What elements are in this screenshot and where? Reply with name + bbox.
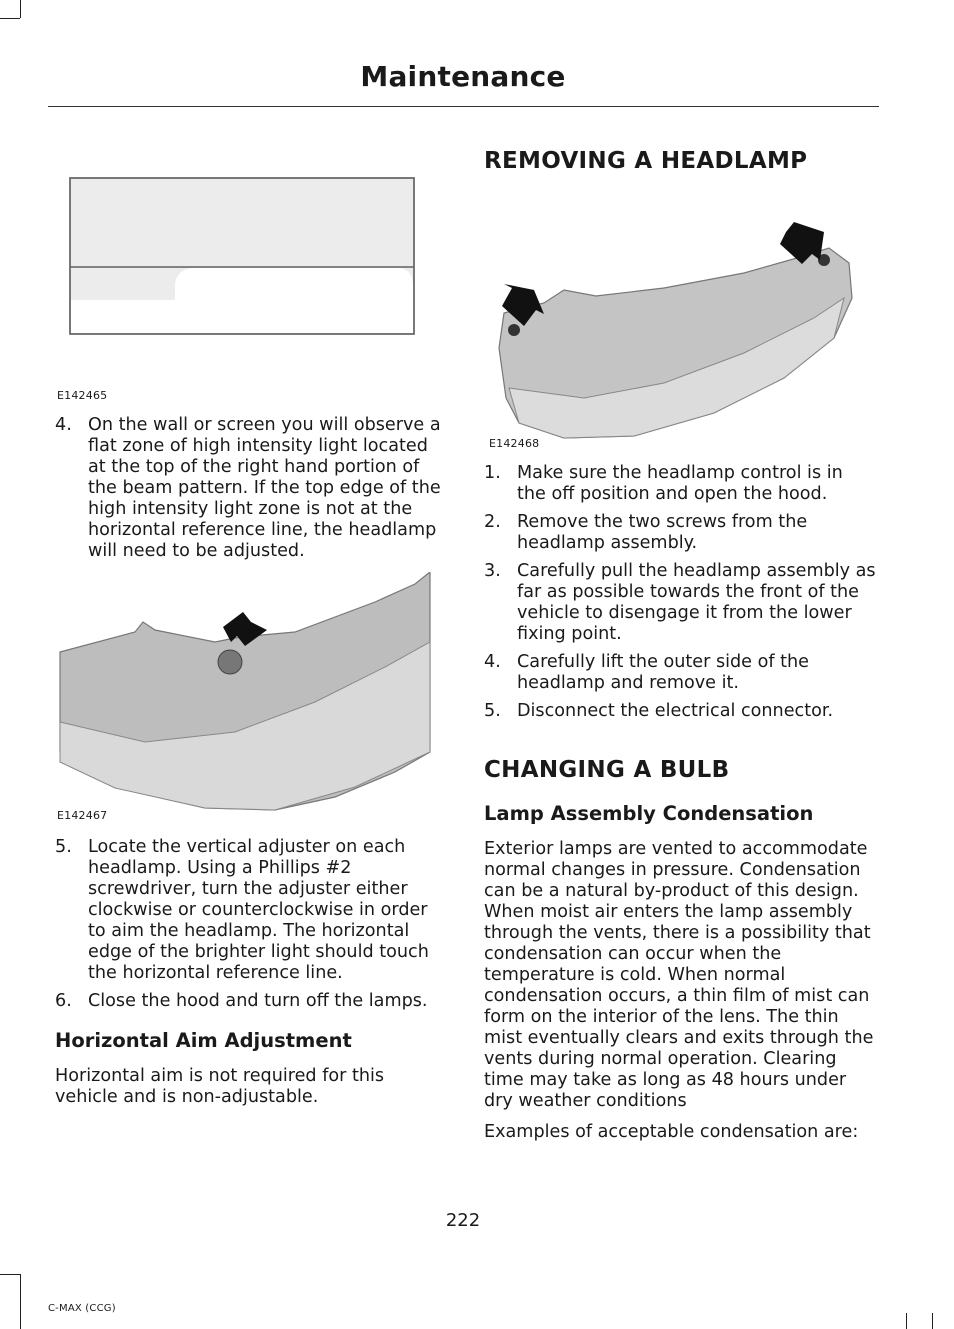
step-list — [55, 415, 445, 569]
crop-mark — [932, 1313, 933, 1329]
figure-label: E142465 — [57, 389, 108, 402]
body-paragraph: Horizontal aim is not required for this vehicle and is non-adjustable. — [55, 1066, 385, 1107]
page-number: 222 — [445, 1210, 481, 1231]
list-item: 4. On the wall or screen you will observe a flat zone of high intensity light located at the top of the right hand portion of the beam pattern. If the top edge of the high intensity light zone is not at the horizontal reference line, the headlamp will need to be adjusted. — [55, 415, 441, 561]
step-list — [55, 837, 445, 1019]
list-item: 2. Remove the two screws from the headlamp assembly. — [484, 512, 808, 553]
figure-label: E142468 — [489, 437, 540, 450]
headlamp-removal-figure — [484, 218, 856, 440]
subsection-heading: Lamp Assembly Condensation — [484, 802, 814, 825]
figure-label: E142467 — [57, 809, 108, 822]
model-code: C-MAX (CCG) — [48, 1303, 116, 1314]
crop-mark — [906, 1313, 907, 1329]
list-item: 6. Close the hood and turn off the lamps. — [55, 991, 428, 1011]
list-item: 3. Carefully pull the headlamp assembly as far as possible towards the front of the vehicle to disengage it from the lower fixing point. — [484, 561, 876, 644]
list-item: 1. Make sure the headlamp control is in the off position and open the hood. — [484, 463, 843, 504]
crop-mark — [20, 0, 21, 18]
section-heading: Horizontal Aim Adjustment — [55, 1029, 352, 1052]
headlamp-adjuster-figure — [55, 572, 431, 812]
section-heading: REMOVING A HEADLAMP — [484, 148, 808, 174]
step-list — [484, 463, 876, 729]
header-divider — [48, 106, 879, 107]
crop-mark — [0, 18, 20, 19]
crop-mark — [0, 1274, 20, 1275]
list-item: 5. Locate the vertical adjuster on each headlamp. Using a Phillips #2 screwdriver, turn the adjuster either clockwise or counterclockwise in order to aim the headlamp. The horizontal edge of the brighter light should touch the horizontal reference line. — [55, 837, 429, 983]
list-item: 4. Carefully lift the outer side of the headlamp and remove it. — [484, 652, 810, 693]
body-paragraph: Exterior lamps are vented to accommodate normal changes in pressure. Condensation can be a natural by-product of this design. When moist air enters the lamp assembly through the vents, there is a possibility that condensation can occur when the temperature is cold. When normal condensation occurs, a thin film of mist can form on the interior of the lens. The thin mist eventually clears and exits through the vents during normal operation. Clearing time may take as long as 48 hours under dry weather conditions — [484, 839, 874, 1111]
list-item: 5. Disconnect the electrical connector. — [484, 701, 834, 721]
body-paragraph: Examples of acceptable condensation are: — [484, 1122, 859, 1142]
beam-pattern-figure — [60, 168, 426, 348]
section-heading: CHANGING A BULB — [484, 757, 730, 783]
crop-mark — [20, 1274, 21, 1329]
page-title: Maintenance — [360, 60, 566, 93]
